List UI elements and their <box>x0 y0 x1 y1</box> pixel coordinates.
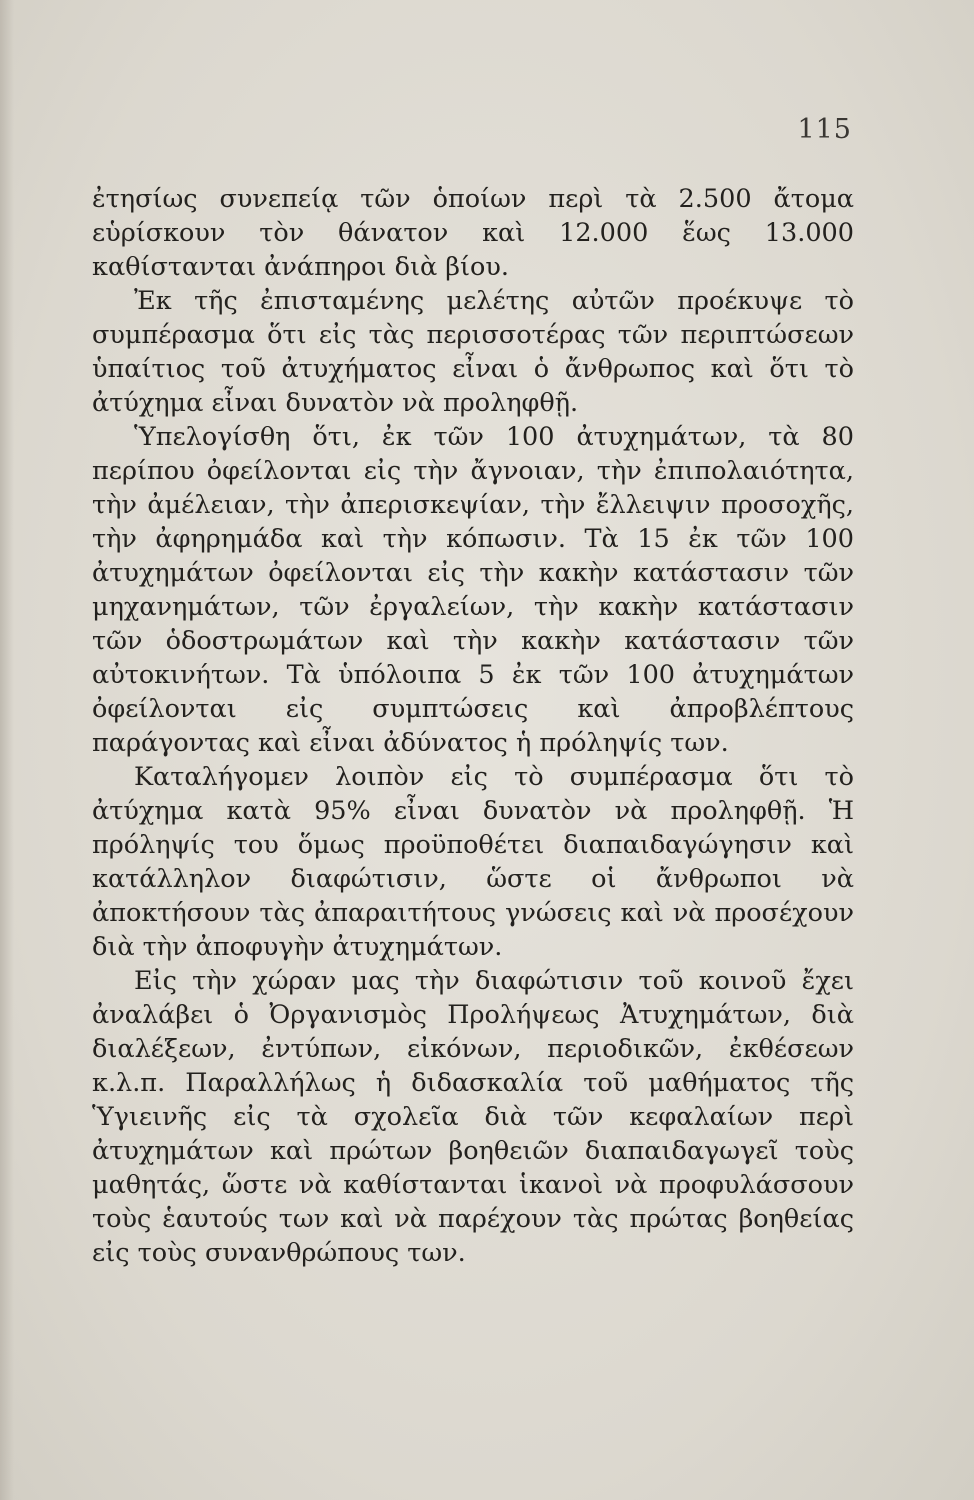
paragraph-prevention: Καταλήγομεν λοιπὸν εἰς τὸ συμπέρασμα ὅτι τὸ ἀτύχημα κατὰ 95% εἶναι δυνατὸν νὰ προληφθῇ. Ἡ πρόληψίς του ὅμως προϋποθέτει διαπαιδαγώγησιν καὶ κατάλληλον διαφώτισιν, ὥστε οἱ ἄνθρωποι νὰ ἀποκτήσουν τὰς ἀπαραιτήτους γνώσεις καὶ νὰ προσέχουν διὰ τὴν ἀποφυγὴν ἀτυχημάτων. <box>92 762 854 962</box>
page-number: 115 <box>797 114 852 145</box>
body-text <box>92 182 854 1270</box>
paragraph-accident-causes: Ὑπελογίσθη ὅτι, ἐκ τῶν 100 ἀτυχημάτων, τὰ 80 περίπου ὀφείλονται εἰς τὴν ἄγνοιαν, τὴν ἐπιπολαιότητα, τὴν ἀμέλειαν, τὴν ἀπερισκεψίαν, τὴν ἔλλειψιν προσοχῆς, τὴν ἀφηρημάδα καὶ τὴν κόπωσιν. Τὰ 15 ἐκ τῶν 100 ἀτυχημάτων ὀφείλονται εἰς τὴν κακὴν κατάστασιν τῶν μηχανημάτων, τῶν ἐργαλείων, τὴν κακὴν κατάστασιν τῶν ὁδοστρωμάτων καὶ τὴν κακὴν κατάστασιν τῶν αὐτοκινήτων. Τὰ ὑπόλοιπα 5 ἐκ τῶν 100 ἀτυχημάτων ὀφείλονται εἰς συμπτώσεις καὶ ἀπροβλέπτους παράγοντας καὶ εἶναι ἀδύνατος ἡ πρόληψίς των. <box>92 422 854 758</box>
paragraph-continuation: ἐτησίως συνεπείᾳ τῶν ὁποίων περὶ τὰ 2.500 ἄτομα εὑρίσκουν τὸν θάνατον καὶ 12.000 ἕως 13.000 καθίστανται ἀνάπηροι διὰ βίου. <box>92 184 854 282</box>
paragraph-education: Εἰς τὴν χώραν μας τὴν διαφώτισιν τοῦ κοινοῦ ἔχει ἀναλάβει ὁ Ὀργανισμὸς Προλήψεως Ἀτυχημάτων, διὰ διαλέξεων, ἐντύπων, εἰκόνων, περιοδικῶν, ἐκθέσεων κ.λ.π. Παραλλήλως ἡ διδασκαλία τοῦ μαθήματος τῆς Ὑγιεινῆς εἰς τὰ σχολεῖα διὰ τῶν κεφαλαίων περὶ ἀτυχημάτων καὶ πρώτων βοηθειῶν διαπαιδαγωγεῖ τοὺς μαθητάς, ὥστε νὰ καθίστανται ἱκανοὶ νὰ προφυλάσσουν τοὺς ἑαυτούς των καὶ νὰ παρέχουν τὰς πρώτας βοηθείας εἰς τοὺς συνανθρώπους των. <box>92 966 854 1268</box>
page-edge-shadow <box>0 0 14 1500</box>
paragraph-study-conclusion: Ἐκ τῆς ἐπισταμένης μελέτης αὐτῶν προέκυψε τὸ συμπέρασμα ὅτι εἰς τὰς περισσοτέρας τῶν περιπτώσεων ὑπαίτιος τοῦ ἀτυχήματος εἶναι ὁ ἄνθρωπος καὶ ὅτι τὸ ἀτύχημα εἶναι δυνατὸν νὰ προληφθῇ. <box>92 286 854 418</box>
